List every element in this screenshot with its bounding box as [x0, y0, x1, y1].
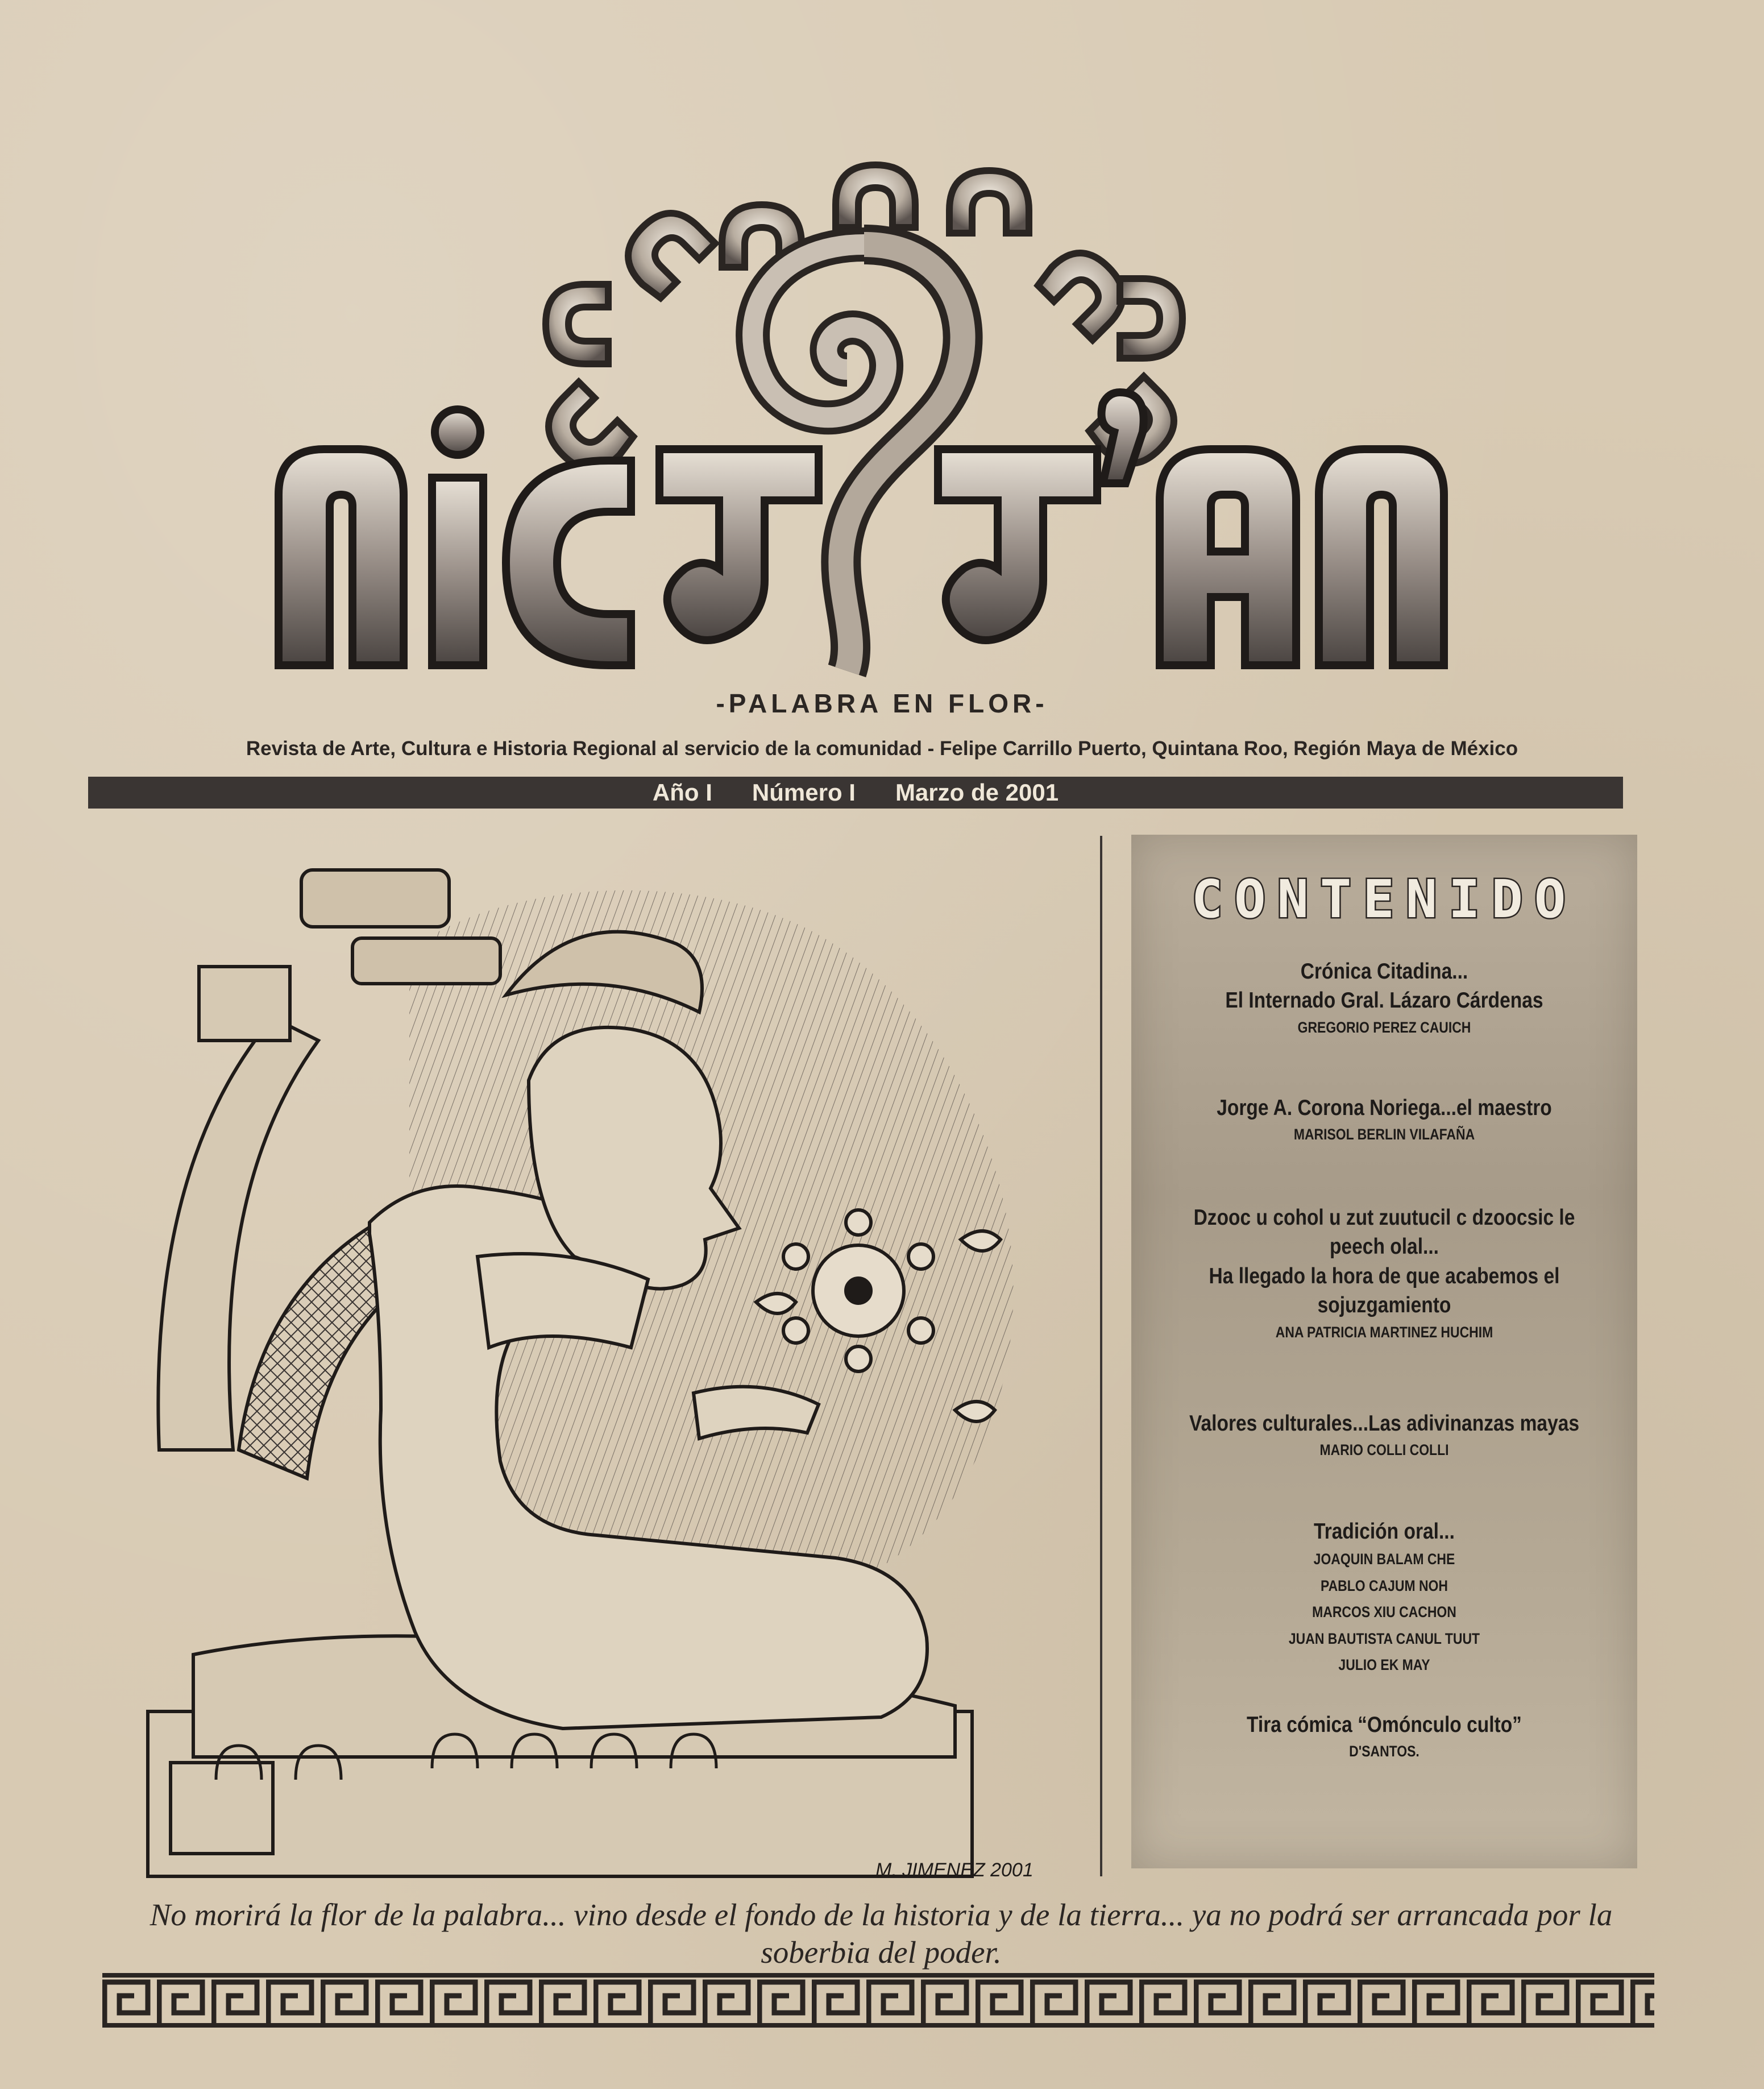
- toc-item-author: MARISOL BERLIN VILAFAÑA: [1293, 1126, 1475, 1143]
- toc-item-title: Jorge A. Corona Noriega...el maestro: [1217, 1096, 1552, 1120]
- magazine-subtitle: Revista de Arte, Cultura e Historia Regional al servicio de la comunidad - Felipe Carrillo Puerto, Quintana Roo, Región Maya de México: [246, 737, 1518, 760]
- toc-item-title: Tradición oral...: [1314, 1519, 1455, 1544]
- toc-item[interactable]: [1148, 1409, 1620, 1463]
- toc-item[interactable]: [1148, 1203, 1620, 1345]
- seated-maya-figure-drawing: [114, 824, 1080, 1893]
- maya-fret-pattern: [102, 1973, 1654, 2028]
- issue-year: Año I: [652, 779, 712, 806]
- magazine-logo: [267, 97, 1467, 688]
- issue-bar: [88, 777, 1623, 809]
- column-divider: [1100, 836, 1102, 1876]
- toc-item-author: D'SANTOS.: [1349, 1743, 1419, 1760]
- greca-border-ornament: [102, 1973, 1654, 2028]
- toc-item[interactable]: [1148, 1093, 1620, 1147]
- toc-item[interactable]: [1148, 957, 1620, 1040]
- contents-title: CONTENIDO: [1191, 869, 1578, 930]
- issue-number: Número I: [752, 779, 856, 806]
- toc-item[interactable]: [1148, 1517, 1620, 1678]
- artist-signature: M. JIMENEZ 2001: [875, 1859, 1034, 1881]
- toc-item-title: Tira cómica “Omónculo culto”: [1247, 1713, 1522, 1737]
- flower-word-logo: [267, 97, 1467, 688]
- toc-item-author: JOAQUIN BALAM CHE PABLO CAJUM NOH MARCOS XIU CACHON JUAN BAUTISTA CANUL TUUT JULIO EK MAY: [1288, 1551, 1480, 1674]
- cover-caption: No morirá la flor de la palabra... vino desde el fondo de la historia y de la tierra... ya no podrá ser arrancada por la soberbia del poder.: [150, 1897, 1613, 1970]
- maya-lord-illustration: [114, 824, 1080, 1893]
- toc-item[interactable]: [1148, 1710, 1620, 1764]
- toc-item-title: Crónica Citadina... El Internado Gral. Lázaro Cárdenas: [1225, 959, 1543, 1013]
- toc-item-title: Valores culturales...Las adivinanzas mayas: [1189, 1411, 1580, 1436]
- toc-item-title: Dzooc u cohol u zut zuutucil c dzoocsic le peech olal... Ha llegado la hora de que acabemos el sojuzgamiento: [1193, 1205, 1575, 1318]
- issue-date: Marzo de 2001: [895, 779, 1059, 806]
- toc-item-author: ANA PATRICIA MARTINEZ HUCHIM: [1275, 1323, 1493, 1341]
- magazine-tagline: -PALABRA EN FLOR-: [716, 689, 1048, 718]
- contents-panel: [1131, 835, 1637, 1868]
- toc-item-author: GREGORIO PEREZ CAUICH: [1297, 1018, 1471, 1036]
- toc-item-author: MARIO COLLI COLLI: [1319, 1441, 1449, 1459]
